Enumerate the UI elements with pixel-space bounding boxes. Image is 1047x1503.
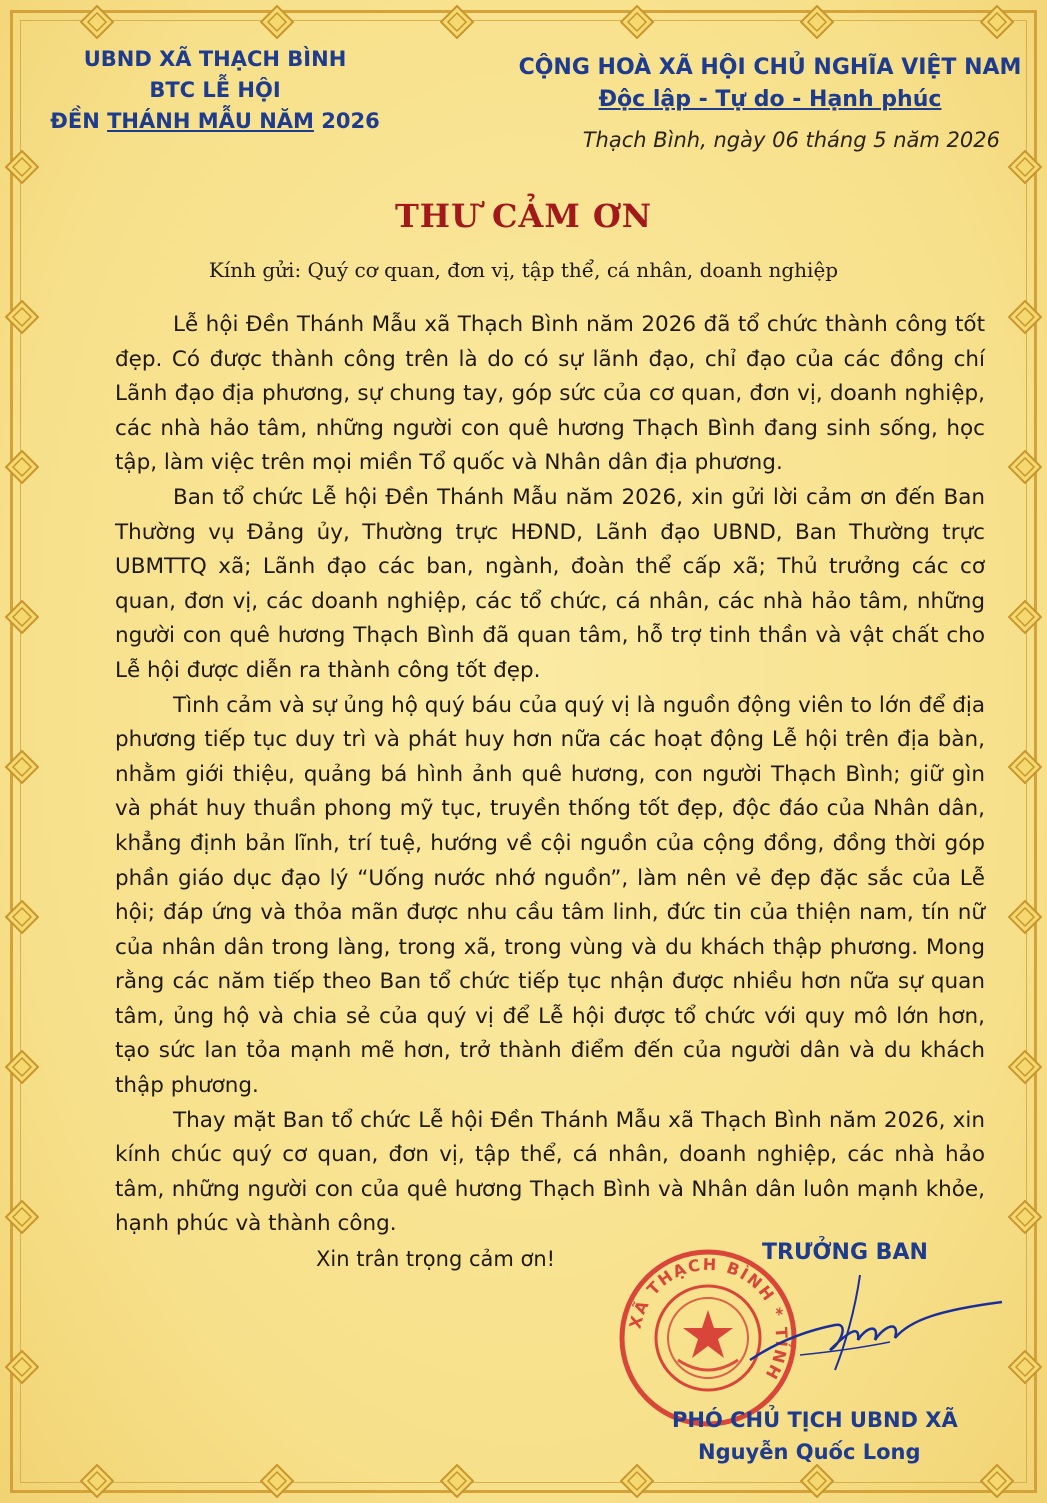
- diamond-ornament-icon: [800, 1464, 834, 1498]
- paragraph-4: Thay mặt Ban tổ chức Lễ hội Đền Thánh Mẫu xã Thạch Bình năm 2026, xin kính chúc quý cơ quan, đơn vị, tập thể, cá nhân, doanh nghiệp, các nhà hảo tâm, những người con của quê hương Thạch Bình và Nhân dân luôn mạnh khỏe, hạnh phúc và thành công.: [115, 1107, 985, 1237]
- diamond-ornament-icon: [5, 600, 39, 634]
- national-header: [510, 52, 1030, 116]
- diamond-ornament-icon: [5, 1050, 39, 1084]
- salutation: Kính gửi: Quý cơ quan, đơn vị, tập thể, cá nhân, doanh nghiệp: [208, 258, 839, 282]
- diamond-ornament-icon: [5, 1350, 39, 1384]
- closing-phrase: Xin trân trọng cảm ơn!: [316, 1247, 556, 1271]
- diamond-ornament-icon: [1008, 150, 1042, 184]
- seal-text: XÃ THẠCH BÌNH * TỈNH: [625, 1254, 792, 1384]
- agency-line-2: BTC LỄ HỘI: [149, 78, 281, 102]
- agency-line-1: UBND XÃ THẠCH BÌNH: [83, 47, 347, 71]
- paragraph-2: Ban tổ chức Lễ hội Đền Thánh Mẫu năm 2026, xin gửi lời cảm ơn đến Ban Thường vụ Đảng ủy, Thường trực HĐND, Lãnh đạo UBND, Ban Thường trực UBMTTQ xã; Lãnh đạo các ban, ngành, đoàn thể cấp xã; Thủ trưởng các cơ quan, đơn vị, các doanh nghiệp, các tổ chức, cá nhân, các nhà hảo tâm, những người con quê hương Thạch Bình đã quan tâm, hỗ trợ tinh thần và vật chất cho Lễ hội được diễn ra thành công tốt đẹp.: [115, 484, 985, 683]
- diamond-ornament-icon: [1008, 1350, 1042, 1384]
- diamond-ornament-icon: [1008, 1050, 1042, 1084]
- diamond-ornament-icon: [980, 1464, 1014, 1498]
- diamond-ornament-icon: [1008, 900, 1042, 934]
- diamond-ornament-icon: [1008, 300, 1042, 334]
- diamond-ornament-icon: [620, 5, 654, 39]
- diamond-ornament-icon: [5, 900, 39, 934]
- diamond-ornament-icon: [1008, 600, 1042, 634]
- paragraph-1: Lễ hội Đền Thánh Mẫu xã Thạch Bình năm 2026 đã tổ chức thành công tốt đẹp. Có được thành công trên là do có sự lãnh đạo, chỉ đạo của các đồng chí Lãnh đạo địa phương, sự chung tay, góp sức của cơ quan, đơn vị, doanh nghiệp, các nhà hảo tâm, những người con quê hương Thạch Bình đang sinh sống, học tập, làm việc trên mọi miền Tổ quốc và Nhân dân địa phương.: [115, 312, 985, 476]
- date-line: Thạch Bình, ngày 06 tháng 5 năm 2026: [582, 128, 1000, 152]
- letter-body: [115, 308, 985, 1242]
- diamond-ornament-icon: [620, 1464, 654, 1498]
- agency-line-3-b: THÁNH MẪU NĂM: [107, 109, 314, 133]
- diamond-ornament-icon: [440, 5, 474, 39]
- diamond-ornament-icon: [5, 450, 39, 484]
- agency-line-3-a: ĐỀN: [50, 109, 108, 133]
- handwritten-signature: [740, 1270, 1010, 1380]
- diamond-ornament-icon: [5, 150, 39, 184]
- diamond-ornament-icon: [1008, 1200, 1042, 1234]
- diamond-ornament-icon: [800, 5, 834, 39]
- diamond-ornament-icon: [260, 1464, 294, 1498]
- diamond-ornament-icon: [980, 5, 1014, 39]
- country-name: CỘNG HOÀ XÃ HỘI CHỦ NGHĨA VIỆT NAM: [518, 55, 1022, 80]
- signer-title: TRƯỞNG BAN: [762, 1240, 928, 1265]
- signer-name: Nguyễn Quốc Long: [698, 1440, 921, 1464]
- national-motto: Độc lập - Tự do - Hạnh phúc: [598, 87, 942, 112]
- issuing-agency: [40, 44, 390, 137]
- diamond-ornament-icon: [80, 1464, 114, 1498]
- agency-line-3-c: 2026: [313, 109, 380, 133]
- paragraph-3: Tình cảm và sự ủng hộ quý báu của quý vị là nguồn động viên to lớn để địa phương tiếp tục duy trì và phát huy hơn nữa các hoạt động Lễ hội trên địa bàn, nhằm giới thiệu, quảng bá hình ảnh quê hương, con người Thạch Bình; giữ gìn và phát huy thuần phong mỹ tục, truyền thống tốt đẹp, độc đáo của Nhân dân, khẳng định bản lĩnh, trí tuệ, hướng về cội nguồn của cộng đồng, đồng thời góp phần giáo dục đạo lý “Uống nước nhớ nguồn”, làm nên vẻ đẹp đặc sắc của Lễ hội; đáp ứng và thỏa mãn được nhu cầu tâm linh, đức tin của thiện nam, tín nữ của nhân dân trong làng, trong xã, trong vùng và du khách thập phương. Mong rằng các năm tiếp theo Ban tổ chức tiếp tục nhận được nhiều hơn nữa sự quan tâm, ủng hộ và chia sẻ của quý vị để Lễ hội được tổ chức với quy mô lớn hơn, tạo sức lan tỏa mạnh mẽ hơn, trở thành điểm đến của người dân và du khách thập phương.: [115, 692, 985, 1099]
- diamond-ornament-icon: [440, 1464, 474, 1498]
- letter-title: THƯ CẢM ƠN: [394, 197, 653, 235]
- diamond-ornament-icon: [5, 300, 39, 334]
- agency-line-3: [40, 106, 390, 137]
- diamond-ornament-icon: [1008, 750, 1042, 784]
- signer-role: PHÓ CHỦ TỊCH UBND XÃ: [672, 1408, 958, 1432]
- diamond-ornament-icon: [80, 5, 114, 39]
- diamond-ornament-icon: [5, 750, 39, 784]
- diamond-ornament-icon: [260, 5, 294, 39]
- diamond-ornament-icon: [5, 1200, 39, 1234]
- diamond-ornament-icon: [1008, 450, 1042, 484]
